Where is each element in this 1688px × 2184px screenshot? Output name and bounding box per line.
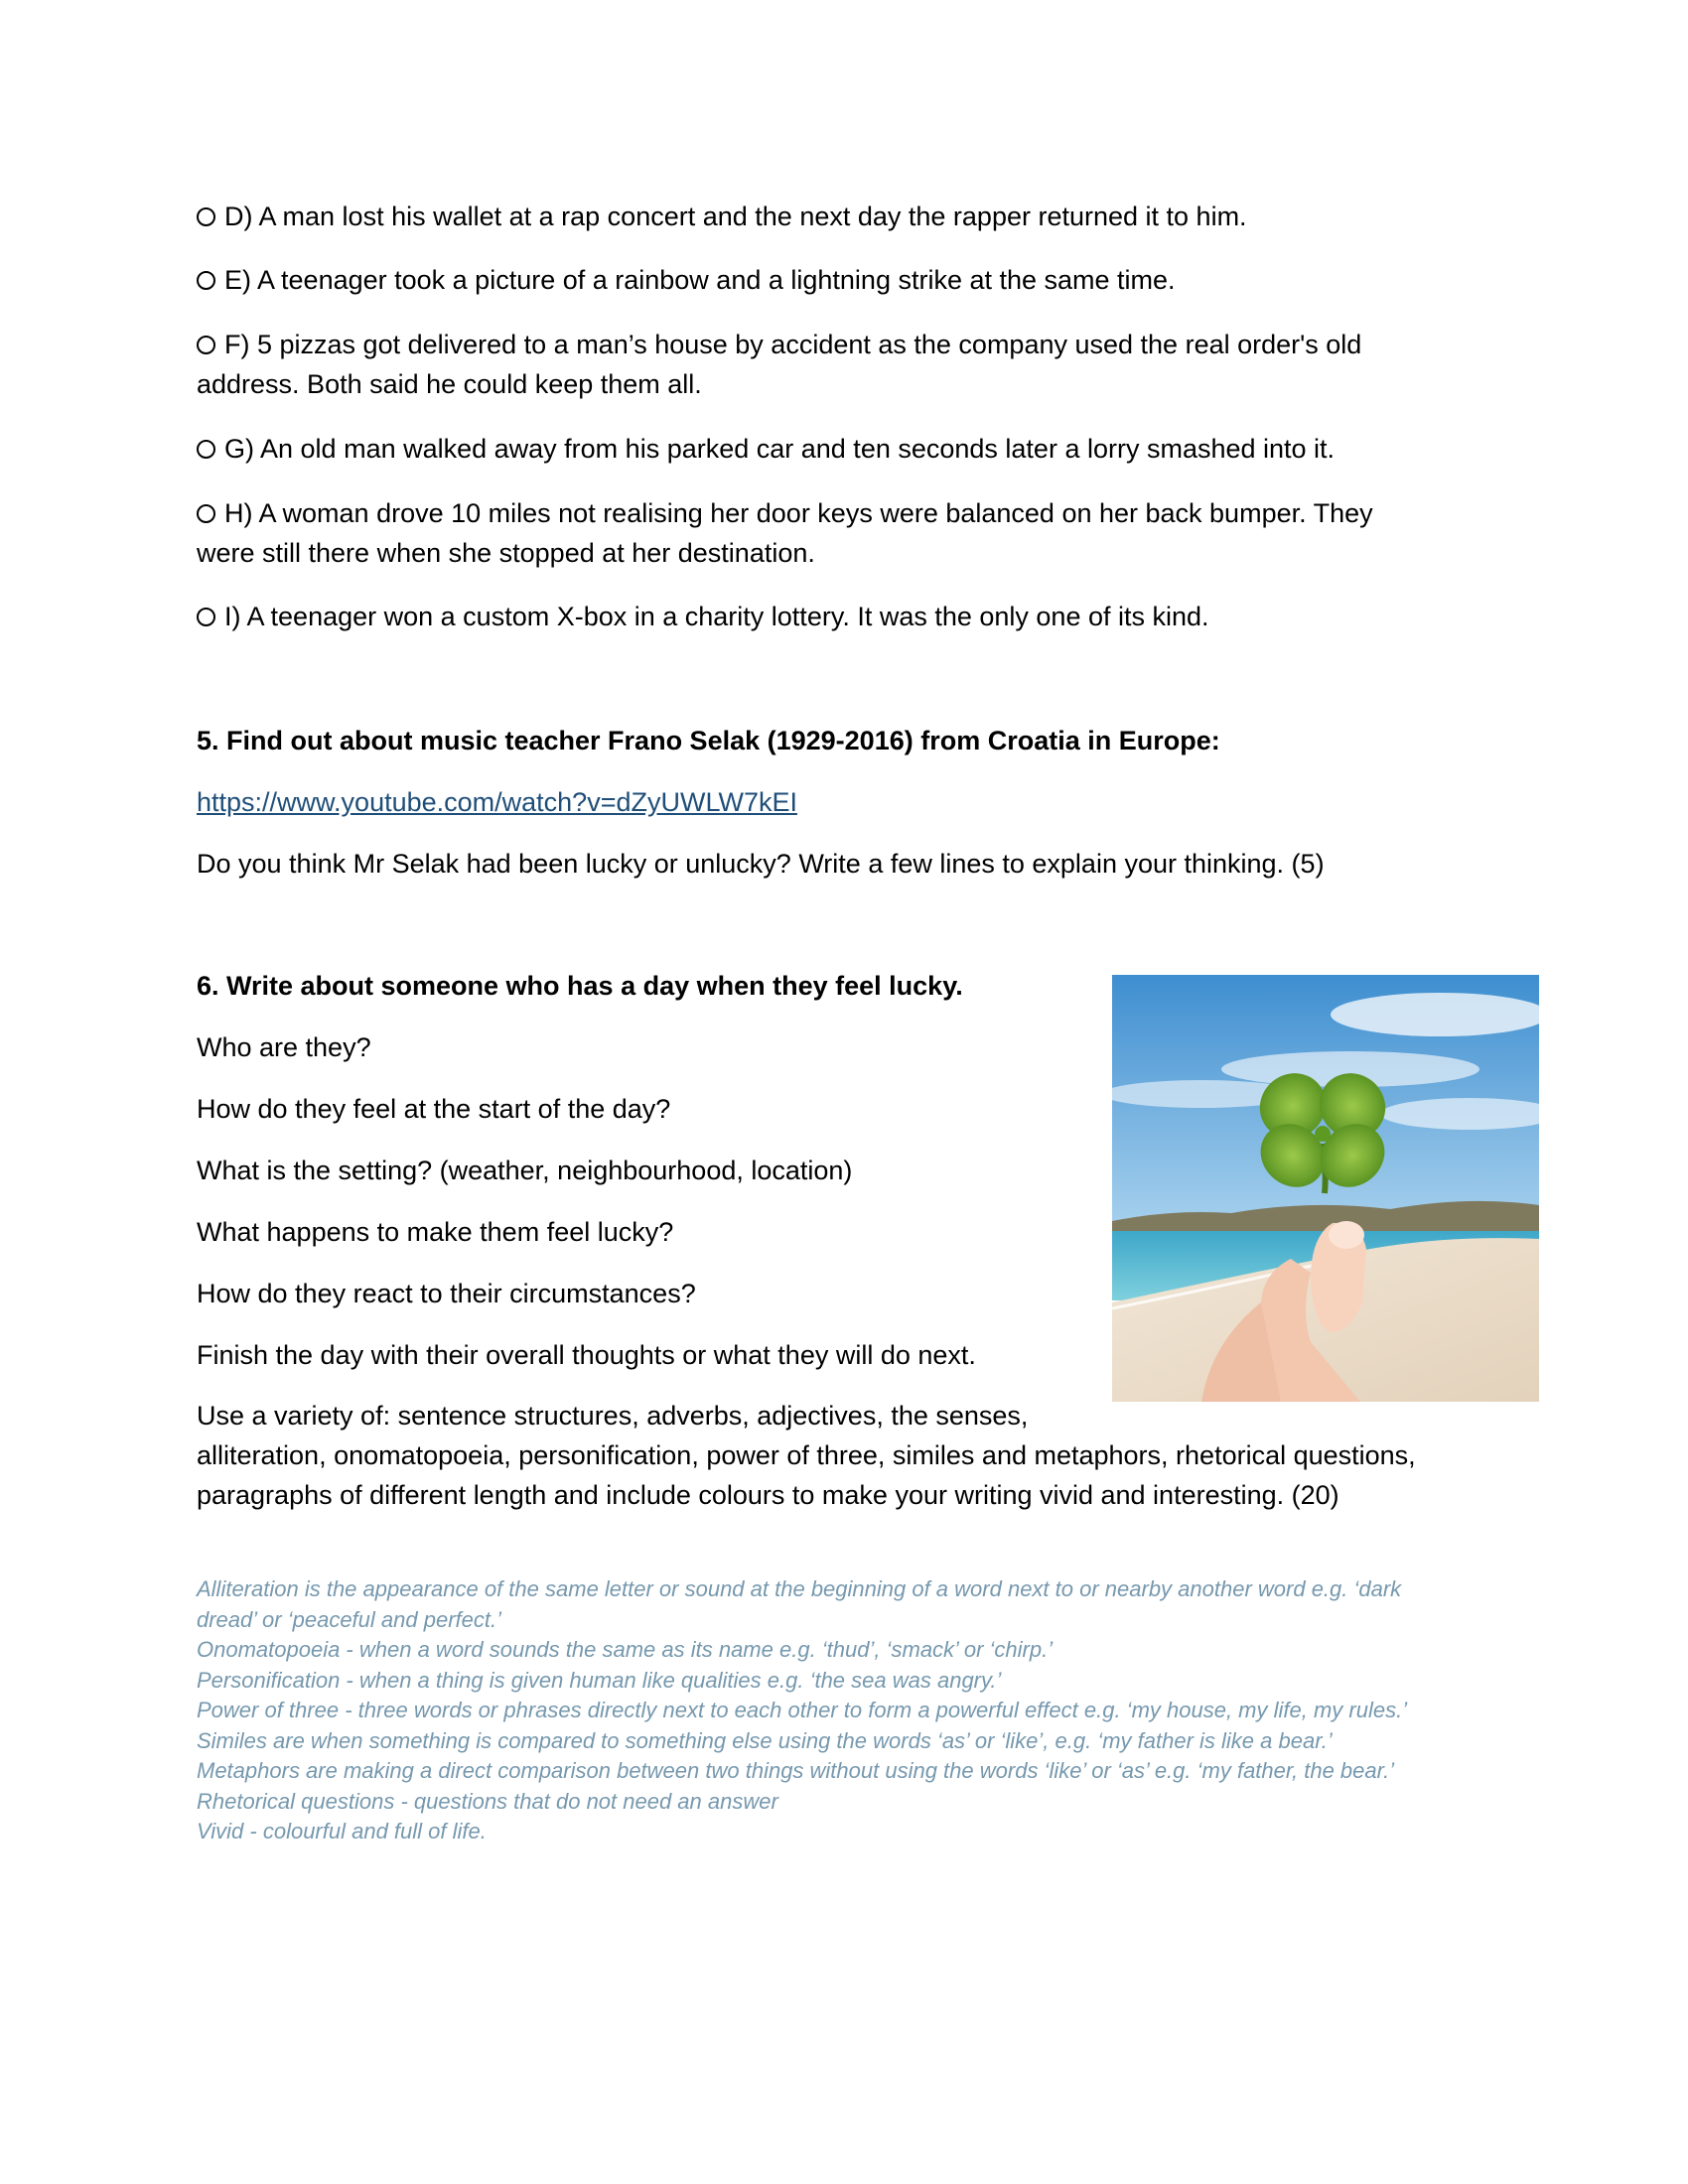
- instruction-line-1: Use a variety of: sentence structures, adverbs, adjectives, the senses,: [197, 1401, 1029, 1431]
- definition-similes: Similes are when something is compared to something else using the words ‘as’ or ‘like’, e.g. ‘my father is like a bear.’: [197, 1727, 1333, 1753]
- radio-button-icon[interactable]: [197, 207, 215, 226]
- definition-metaphors: Metaphors are making a direct comparison between two things without using the words ‘like’ or ‘as’ e.g. ‘my father, the bear.’: [197, 1758, 1395, 1783]
- option-g[interactable]: G) An old man walked away from his parked car and ten seconds later a lorry smashed into it.: [197, 429, 1335, 469]
- definition-alliteration-continued: dread’ or ‘peaceful and perfect.’: [197, 1606, 501, 1632]
- option-h[interactable]: H) A woman drove 10 miles not realising her door keys were balanced on her back bumper. They: [197, 493, 1373, 533]
- photo-illustration: [1112, 975, 1539, 1402]
- option-f-continued: address. Both said he could keep them all.: [197, 369, 702, 399]
- option-f[interactable]: F) 5 pizzas got delivered to a man’s house by accident as the company used the real order's old: [197, 325, 1361, 364]
- prompt-what-happens: What happens to make them feel lucky?: [197, 1217, 674, 1247]
- definition-rhetorical-questions: Rhetorical questions - questions that do not need an answer: [197, 1788, 778, 1814]
- radio-button-icon[interactable]: [197, 336, 215, 354]
- radio-button-icon[interactable]: [197, 440, 215, 459]
- radio-button-icon[interactable]: [197, 504, 215, 523]
- prompt-react: How do they react to their circumstances?: [197, 1279, 696, 1308]
- option-e[interactable]: E) A teenager took a picture of a rainbow and a lightning strike at the same time.: [197, 260, 1176, 300]
- prompt-finish: Finish the day with their overall thoughts or what they will do next.: [197, 1340, 976, 1370]
- prompt-feel-start: How do they feel at the start of the day?: [197, 1094, 671, 1124]
- option-i[interactable]: I) A teenager won a custom X-box in a charity lottery. It was the only one of its kind.: [197, 597, 1209, 636]
- youtube-link[interactable]: https://www.youtube.com/watch?v=dZyUWLW7kEI: [197, 787, 797, 817]
- definition-power-of-three: Power of three - three words or phrases directly next to each other to form a powerful effect e.g. ‘my house, my life, my rules.’: [197, 1698, 1408, 1722]
- definition-vivid: Vivid - colourful and full of life.: [197, 1819, 487, 1843]
- definition-alliteration: Alliteration is the appearance of the same letter or sound at the beginning of a word next to or nearby another word e.g. ‘dark: [197, 1576, 1402, 1601]
- definitions-list: [197, 1574, 1517, 1847]
- radio-button-icon[interactable]: [197, 608, 215, 626]
- question-5-text: Do you think Mr Selak had been lucky or unlucky? Write a few lines to explain your thinking. (5): [197, 849, 1325, 879]
- definition-onomatopoeia: Onomatopoeia - when a word sounds the same as its name e.g. ‘thud’, ‘smack’ or ‘chirp.’: [197, 1637, 1054, 1662]
- instruction-rest: alliteration, onomatopoeia, personification, power of three, similes and metaphors, rhetorical questions, paragraphs of different length and include colours to make your writing vivid and interesting. (20): [197, 1440, 1416, 1510]
- definition-personification: Personification - when a thing is given human like qualities e.g. ‘the sea was angry.’: [197, 1667, 1002, 1693]
- prompt-who: Who are they?: [197, 1032, 371, 1062]
- radio-button-icon[interactable]: [197, 271, 215, 290]
- option-h-continued: were still there when she stopped at her destination.: [197, 538, 815, 568]
- question-5-heading: 5. Find out about music teacher Frano Selak (1929-2016) from Croatia in Europe:: [197, 726, 1220, 755]
- question-6-heading: 6. Write about someone who has a day when they feel lucky.: [197, 971, 963, 1001]
- option-d[interactable]: D) A man lost his wallet at a rap concert and the next day the rapper returned it to him.: [197, 197, 1247, 236]
- four-leaf-clover-beach-photo: [1112, 975, 1539, 1402]
- prompt-setting: What is the setting? (weather, neighbourhood, location): [197, 1156, 853, 1185]
